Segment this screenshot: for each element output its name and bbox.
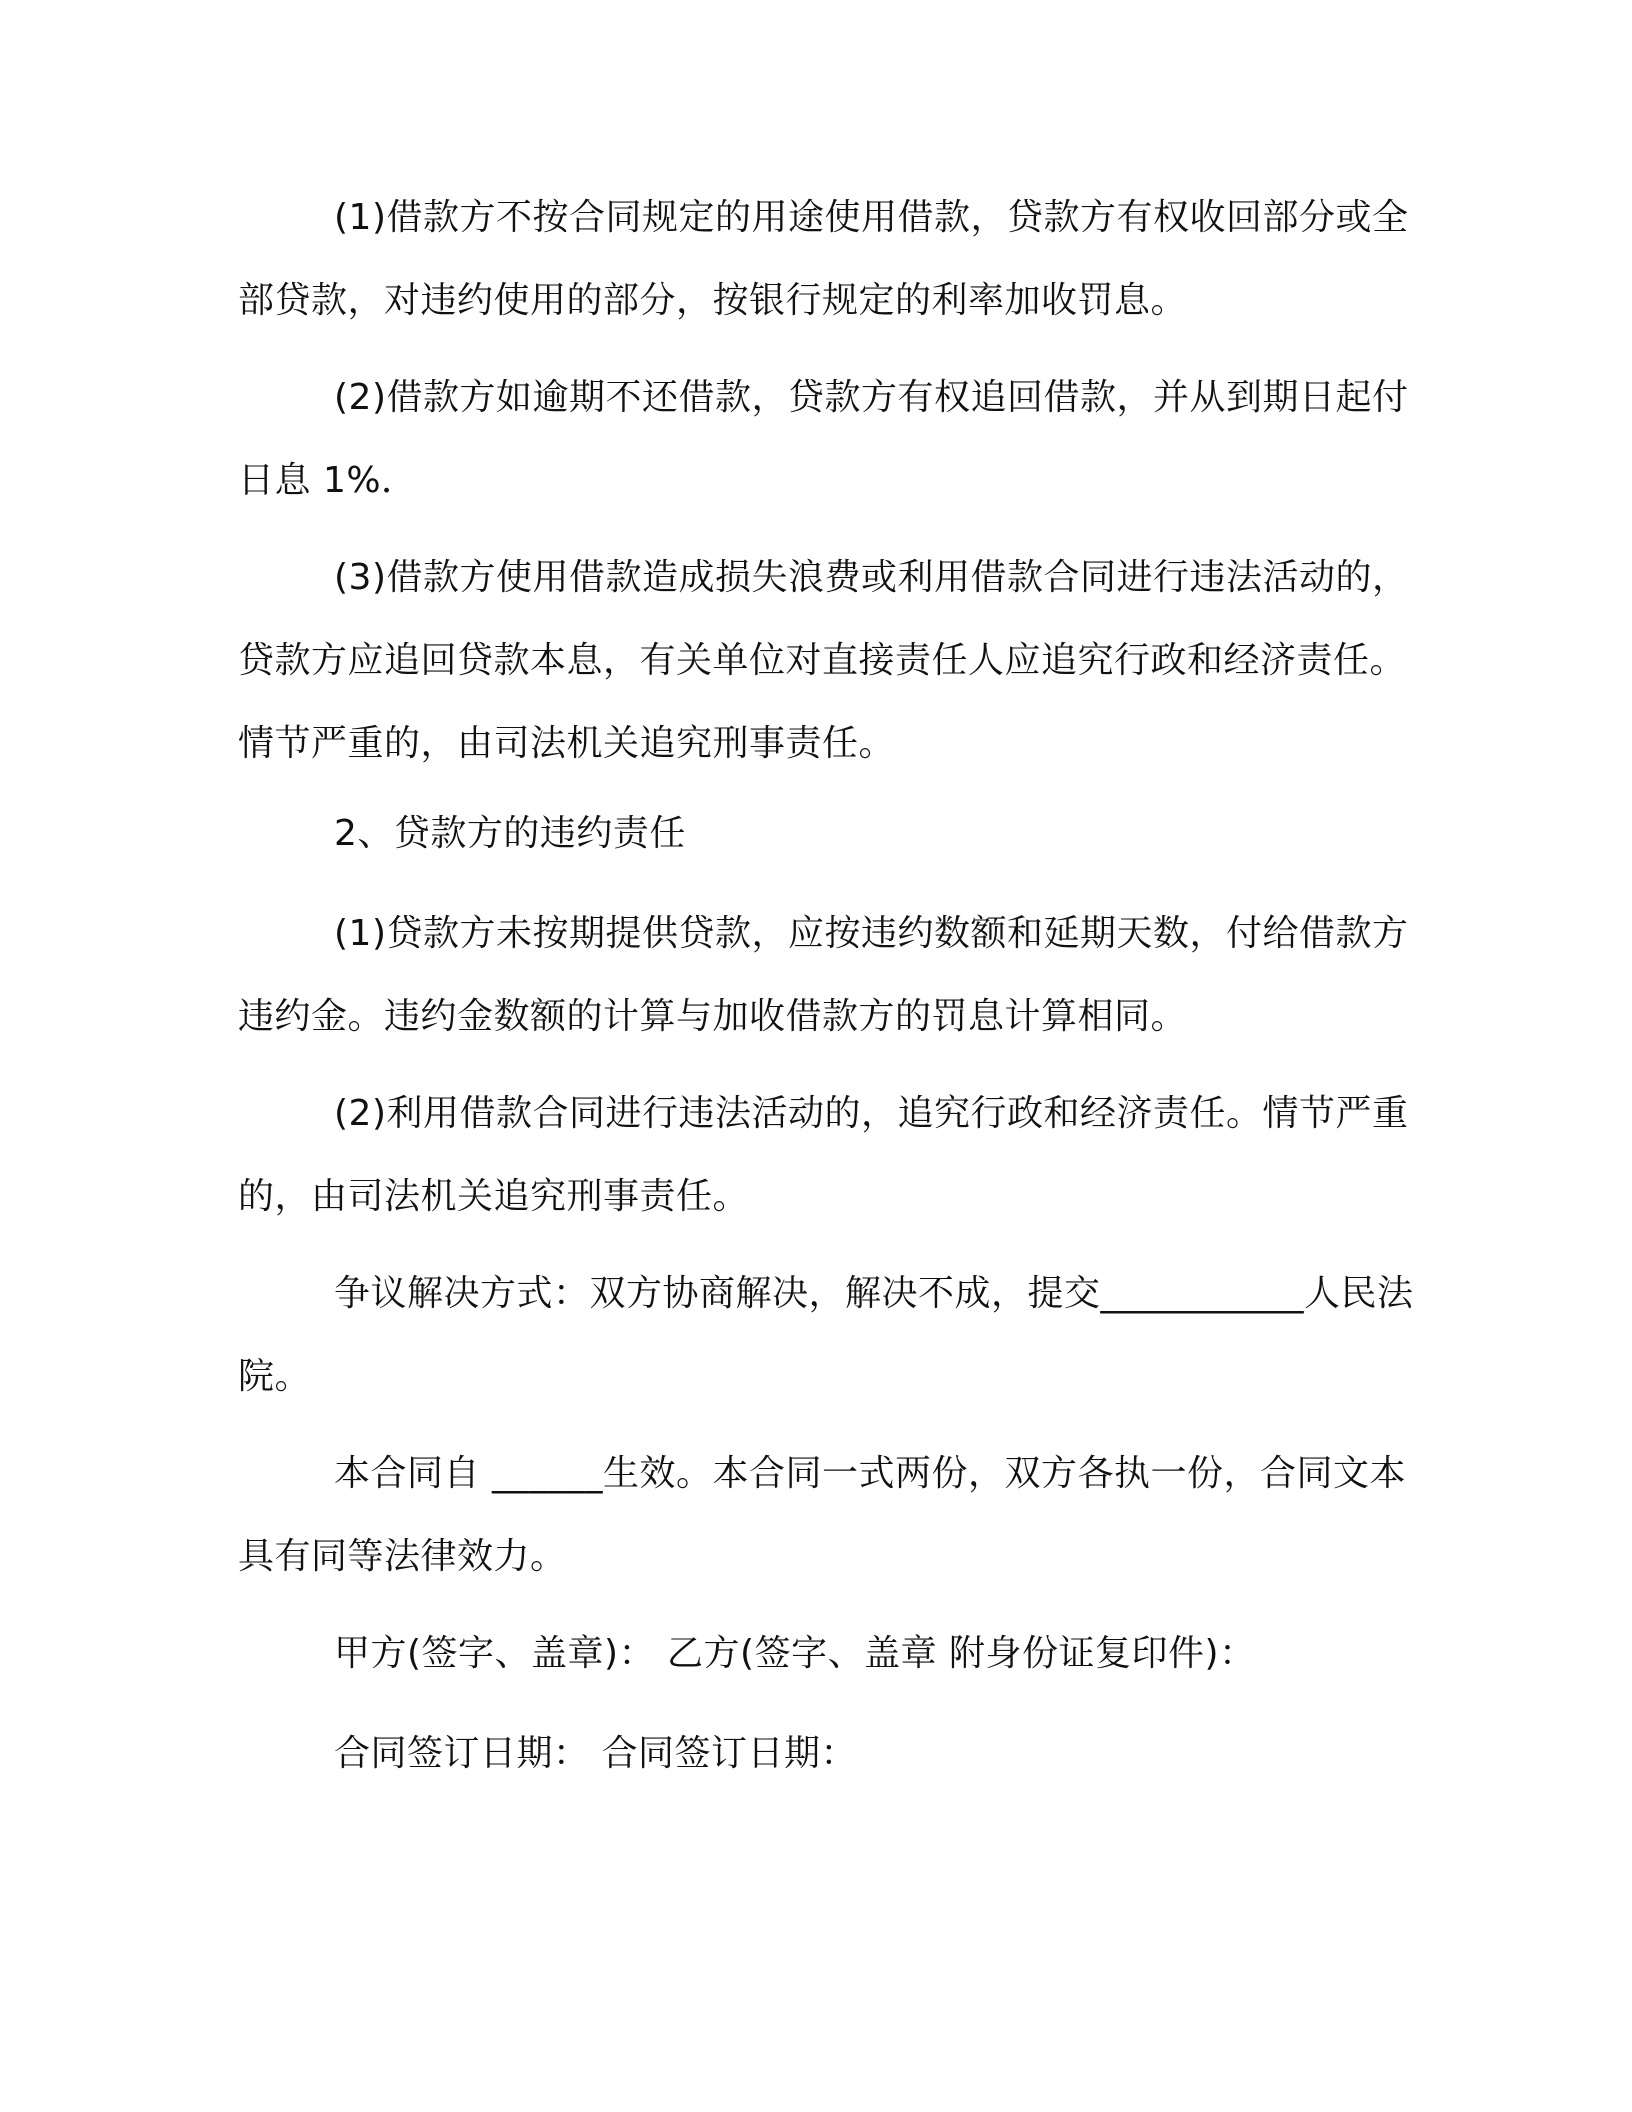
paragraph-borrower-misuse: (1)借款方不按合同规定的用途使用借款，贷款方有权收回部分或全部贷款，对违约使用的部分，按银行规定的利率加收罚息。 (238, 197, 1409, 321)
signature-line: 甲方(签字、盖章)： 乙方(签字、盖章 附身份证复印件)： (334, 1633, 1256, 1674)
section-heading-lender-liability: 2、贷款方的违约责任 (334, 813, 686, 854)
paragraph-illegal-activity: (2)利用借款合同进行违法活动的，追究行政和经济责任。情节严重的，由司法机关追究刑事责任。 (238, 1093, 1409, 1217)
paragraph-dispute-resolution: 争议解决方式：双方协商解决，解决不成，提交___________人民法院。 (238, 1273, 1414, 1397)
paragraph-borrower-overdue: (2)借款方如逾期不还借款，贷款方有权追回借款，并从到期日起付日息 1%． (238, 377, 1409, 501)
paragraph-lender-late: (1)贷款方未按期提供贷款，应按违约数额和延期天数，付给借款方违约金。违约金数额的计算与加收借款方的罚息计算相同。 (238, 913, 1409, 1037)
paragraph-effective-date: 本合同自 ______生效。本合同一式两份，双方各执一份，合同文本具有同等法律效力。 (238, 1453, 1406, 1577)
paragraph-borrower-loss: (3)借款方使用借款造成损失浪费或利用借款合同进行违法活动的，贷款方应追回贷款本息，有关单位对直接责任人应追究行政和经济责任。情节严重的，由司法机关追究刑事责任。 (238, 557, 1409, 764)
signing-date-line: 合同签订日期： 合同签订日期： (334, 1733, 857, 1774)
